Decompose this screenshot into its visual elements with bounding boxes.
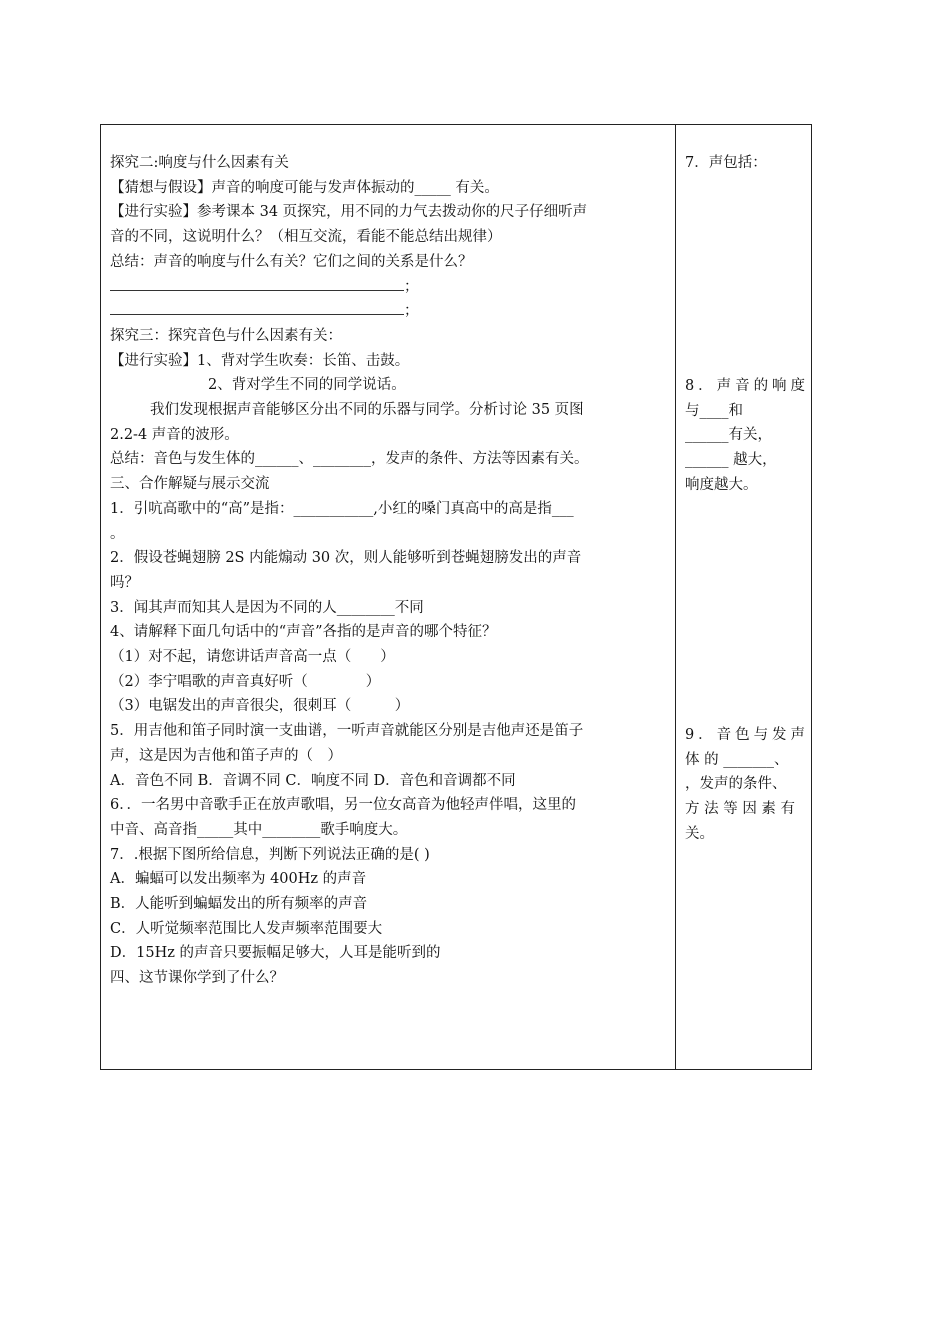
text-line: 5．用吉他和笛子同时演一支曲谱，一听声音就能区分别是吉他声还是笛子 (110, 723, 584, 740)
text-line: A．蝙蝠可以发出频率为 400Hz 的声音 (110, 871, 367, 888)
text-line: 。 (110, 525, 125, 542)
note-line: 与____和 (685, 402, 743, 419)
blank-rule (110, 300, 404, 315)
text-line: 总结：音色与发生体的______、________，发声的条件、方法等因素有关。 (110, 451, 589, 468)
answer-line (110, 275, 670, 300)
text-line: C．人听觉频率范围比人发声频率范围要大 (110, 920, 383, 937)
text-line: 7．.根据下图所给信息，判断下列说法正确的是( ) (110, 846, 430, 863)
blank-rule (110, 276, 404, 291)
text-line: D．15Hz 的声音只要振幅足够大，人耳是能听到的 (110, 945, 441, 962)
note-line: 9．音色与发声 (685, 727, 805, 743)
text-line: 音的不同，这说明什么？（相互交流，看能不能总结出规律） (110, 229, 502, 246)
note-line: 关。 (685, 825, 714, 842)
text-line: 3．闻其声而知其人是因为不同的人________不同 (110, 599, 424, 616)
text-line: B．人能听到蝙蝠发出的所有频率的声音 (110, 896, 368, 913)
note-line: 响度越大。 (685, 476, 758, 493)
text-line: 4、请解释下面几句话中的“声音”各指的是声音的哪个特征？ (110, 624, 497, 641)
text-line: 【进行实验】参考课本 34 页探究，用不同的力气去拨动你的尺子仔细听声 (110, 204, 588, 221)
note-line: 方 法 等 因 素 有 (685, 801, 796, 818)
rule-suffix: ； (404, 278, 419, 295)
note-line: 8．声音的响度 (685, 378, 805, 394)
text-line: A．音色不同 B．音调不同 C．响度不同 D．音色和音调都不同 (110, 772, 516, 789)
text-line: 我们发现根据声音能够区分出不同的乐器与同学。分析讨论 35 页图 (150, 402, 584, 418)
text-line: 吗？ (110, 574, 139, 591)
text-line: 探究三：探究音色与什么因素有关： (110, 327, 342, 344)
note-line: 体 的 _______、 (685, 751, 789, 768)
column-divider (675, 125, 676, 1069)
text-line: 【进行实验】1、背对学生吹奏：长笛、击鼓。 (110, 352, 410, 369)
note-line: ______有关， (685, 427, 772, 444)
note-line: ______ 越大， (685, 452, 777, 469)
text-line: 中音、高音指_____其中________歌手响度大。 (110, 821, 408, 838)
text-line: 总结：声音的响度与什么有关？它们之间的关系是什么？ (110, 253, 473, 270)
section-heading: 四、这节课你学到了什么？ (110, 970, 284, 987)
main-column (110, 151, 670, 991)
text-line: 2．假设苍蝇翅膀 2S 内能煽动 30 次，则人能够听到苍蝇翅膀发出的声音 (110, 550, 582, 567)
text-line: 6．．一名男中音歌手正在放声歌唱，另一位女高音为他轻声伴唱，这里的 (110, 797, 576, 814)
section-heading: 三、合作解疑与展示交流 (110, 476, 270, 493)
text-line: 探究二:响度与什么因素有关 (110, 155, 289, 171)
rule-suffix: ； (404, 303, 419, 320)
text-line: （3）电锯发出的声音很尖，很刺耳（ ） (110, 698, 410, 715)
text-line: 2、背对学生不同的同学说话。 (208, 377, 406, 394)
text-line: （2）李宁唱歌的声音真好听（ ） (110, 673, 381, 690)
text-line: 【猜想与假设】声音的响度可能与发声体振动的_____ 有关。 (110, 179, 499, 196)
side-note-8 (685, 374, 805, 498)
text-line: 2.2-4 声音的波形。 (110, 426, 239, 443)
text-line: 1．引吭高歌中的“高”是指：___________,小红的嗓门真高中的高是指___ (110, 500, 574, 517)
text-line: （1）对不起，请您讲话声音高一点（ ） (110, 649, 395, 666)
worksheet-table (100, 124, 812, 1070)
side-note-7 (685, 151, 805, 176)
note-line: ，发声的条件、 (685, 776, 787, 793)
note-line: 7．声包括： (685, 155, 767, 171)
side-note-9 (685, 723, 805, 847)
answer-line (110, 299, 670, 324)
text-line: 声，这是因为吉他和笛子声的（ ） (110, 747, 342, 764)
